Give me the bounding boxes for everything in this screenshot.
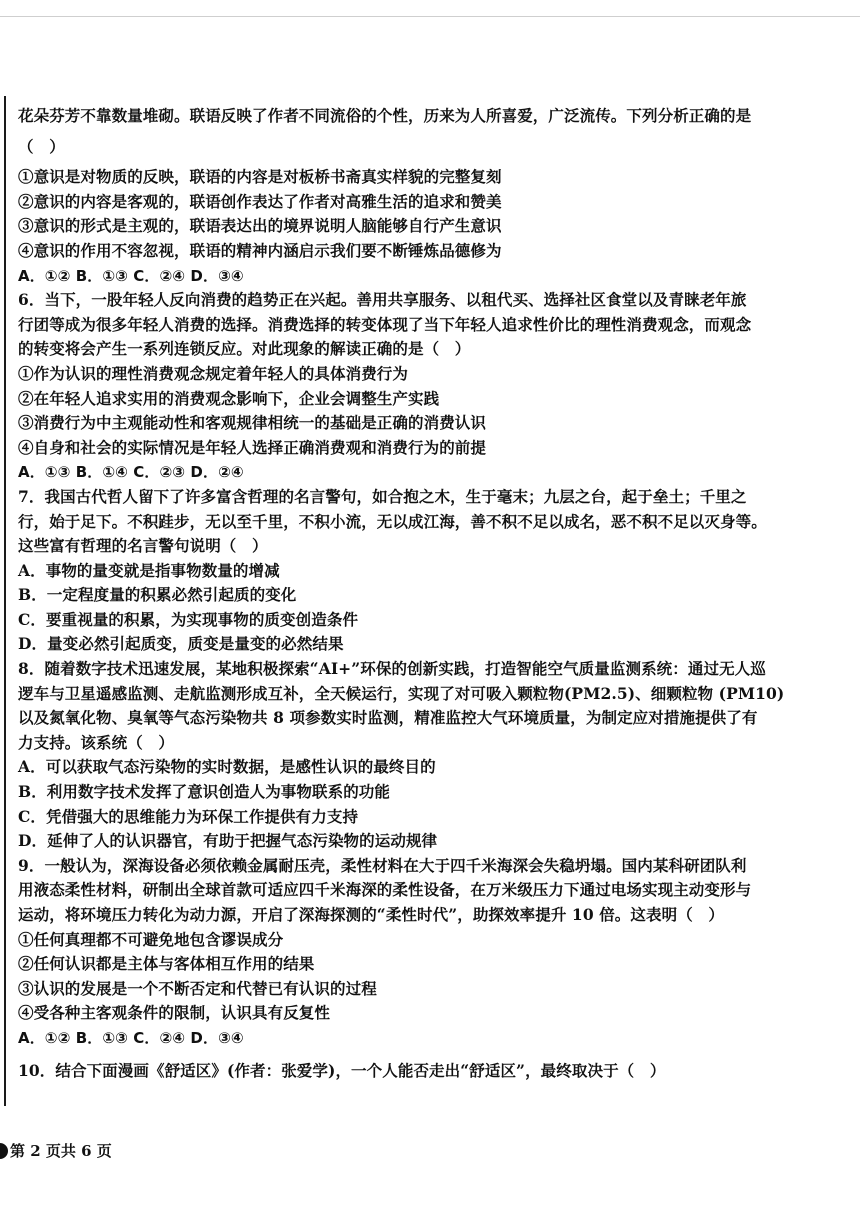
question-9-stem-line: 运动，将环境压力转化为动力源，开启了深海探测的“柔性时代”，助探效率提升 10 倍。这表明（ ） [18, 905, 724, 924]
question-6-stem-line: 6．当下，一股年轻人反向消费的趋势正在兴起。善用共享服务、以租代买、选择社区食堂以及青睐老年旅 [18, 290, 747, 310]
question-5 [18, 104, 800, 288]
question-9-item: ①任何真理都不可避免地包含谬误成分 [18, 929, 284, 949]
question-10 [18, 1051, 800, 1084]
question-6-item: ①作为认识的理性消费观念规定着年轻人的具体消费行为 [18, 363, 409, 383]
question-7-option: B．一定程度量的积累必然引起质的变化 [18, 585, 297, 605]
question-7-option: D．量变必然引起质变，质变是量变的必然结果 [18, 634, 344, 654]
question-6-options: A．①③ B．①④ C．②③ D．②④ [18, 463, 244, 482]
question-9-options: A．①② B．①③ C．②④ D．③④ [18, 1028, 244, 1047]
question-7-option: A．事物的量变就是指事物数量的增减 [18, 560, 280, 580]
question-7-stem-line: 行，始于足下。不积跬步，无以至千里，不积小流，无以成江海，善不积不足以成名，恶不积不足以灭身等。 [18, 511, 767, 531]
question-9-stem-line: 9．一般认为，深海设备必须依赖金属耐压壳，柔性材料在大于四千米海深会失稳坍塌。国内某科研团队利 [18, 855, 747, 875]
question-5-blank: （ ） [18, 136, 65, 156]
question-9-item: ④受各种主客观条件的限制，认识具有反复性 [18, 1003, 331, 1023]
page-footer [0, 1140, 112, 1161]
question-8 [18, 657, 800, 854]
left-margin-line [4, 96, 6, 1106]
question-8-stem-line: 以及氮氧化物、臭氧等气态污染物共 8 项参数实时监测，精准监控大气环境质量，为制定应对措施提供了有 [18, 708, 758, 728]
exam-page-content [18, 104, 800, 1083]
question-7-option: C．要重视量的积累，为实现事物的质变创造条件 [18, 609, 359, 629]
question-8-option: A．可以获取气态污染物的实时数据，是感性认识的最终目的 [18, 757, 436, 777]
question-9-item: ③认识的发展是一个不断否定和代替已有认识的过程 [18, 978, 377, 998]
question-6-item: ②在年轻人追求实用的消费观念影响下，企业会调整生产实践 [18, 388, 440, 408]
question-5-options: A．①② B．①③ C．②④ D．③④ [18, 266, 244, 285]
question-9-stem-line: 用液态柔性材料，研制出全球首款可适应四千米海深的柔性设备，在万米级压力下通过电场实现主动变形与 [18, 880, 752, 900]
top-border-line [0, 16, 860, 17]
question-8-option: C．凭借强大的思维能力为环保工作提供有力支持 [18, 806, 359, 826]
question-9 [18, 854, 800, 1051]
question-8-stem-line: 8．随着数字技术迅速发展，某地积极探索“AI+”环保的创新实践，打造智能空气质量监测系统：通过无人巡 [18, 659, 766, 679]
question-7-stem-line: 这些富有哲理的名言警句说明（ ） [18, 536, 268, 556]
question-8-stem-line: 力支持。该系统（ ） [18, 732, 175, 752]
page-marker-icon [0, 1143, 8, 1159]
question-6-item: ③消费行为中主观能动性和客观规律相统一的基础是正确的消费认识 [18, 413, 487, 433]
page-number: 第 2 页共 6 页 [10, 1142, 112, 1160]
question-6-item: ④自身和社会的实际情况是年轻人选择正确消费观和消费行为的前提 [18, 437, 487, 457]
question-8-option: B．利用数字技术发挥了意识创造人为事物联系的功能 [18, 782, 391, 802]
question-6 [18, 288, 800, 485]
question-7-stem-line: 7．我国古代哲人留下了许多富含哲理的名言警句，如合抱之木，生于毫末；九层之台，起于垒土；千里之 [18, 486, 747, 506]
question-5-item: ④意识的作用不容忽视，联语的精神内涵启示我们要不断锤炼品德修为 [18, 240, 502, 260]
question-9-item: ②任何认识都是主体与客体相互作用的结果 [18, 954, 315, 974]
question-5-stem: 花朵芬芳不靠数量堆砌。联语反映了作者不同流俗的个性，历来为人所喜爱，广泛流传。下列分析正确的是 [18, 106, 752, 125]
question-10-stem: 10．结合下面漫画《舒适区》(作者：张爱学)，一个人能否走出“舒适区”，最终取决于（ ） [18, 1060, 666, 1080]
question-6-stem-line: 的转变将会产生一系列连锁反应。对此现象的解读正确的是（ ） [18, 339, 471, 359]
question-7 [18, 485, 800, 657]
question-5-item: ①意识是对物质的反映，联语的内容是对板桥书斋真实样貌的完整复刻 [18, 167, 502, 187]
question-8-stem-line: 逻车与卫星遥感监测、走航监测形成互补，全天候运行，实现了对可吸入颗粒物(PM2.5)、细颗粒物 (PM10) [18, 683, 785, 703]
question-8-option: D．延伸了人的认识器官，有助于把握气态污染物的运动规律 [18, 831, 438, 851]
question-5-item: ②意识的内容是客观的，联语创作表达了作者对高雅生活的追求和赞美 [18, 191, 502, 211]
question-6-stem-line: 行团等成为很多年轻人消费的选择。消费选择的转变体现了当下年轻人追求性价比的理性消费观念，而观念 [18, 314, 752, 334]
question-5-item: ③意识的形式是主观的，联语表达出的境界说明人脑能够自行产生意识 [18, 216, 502, 236]
